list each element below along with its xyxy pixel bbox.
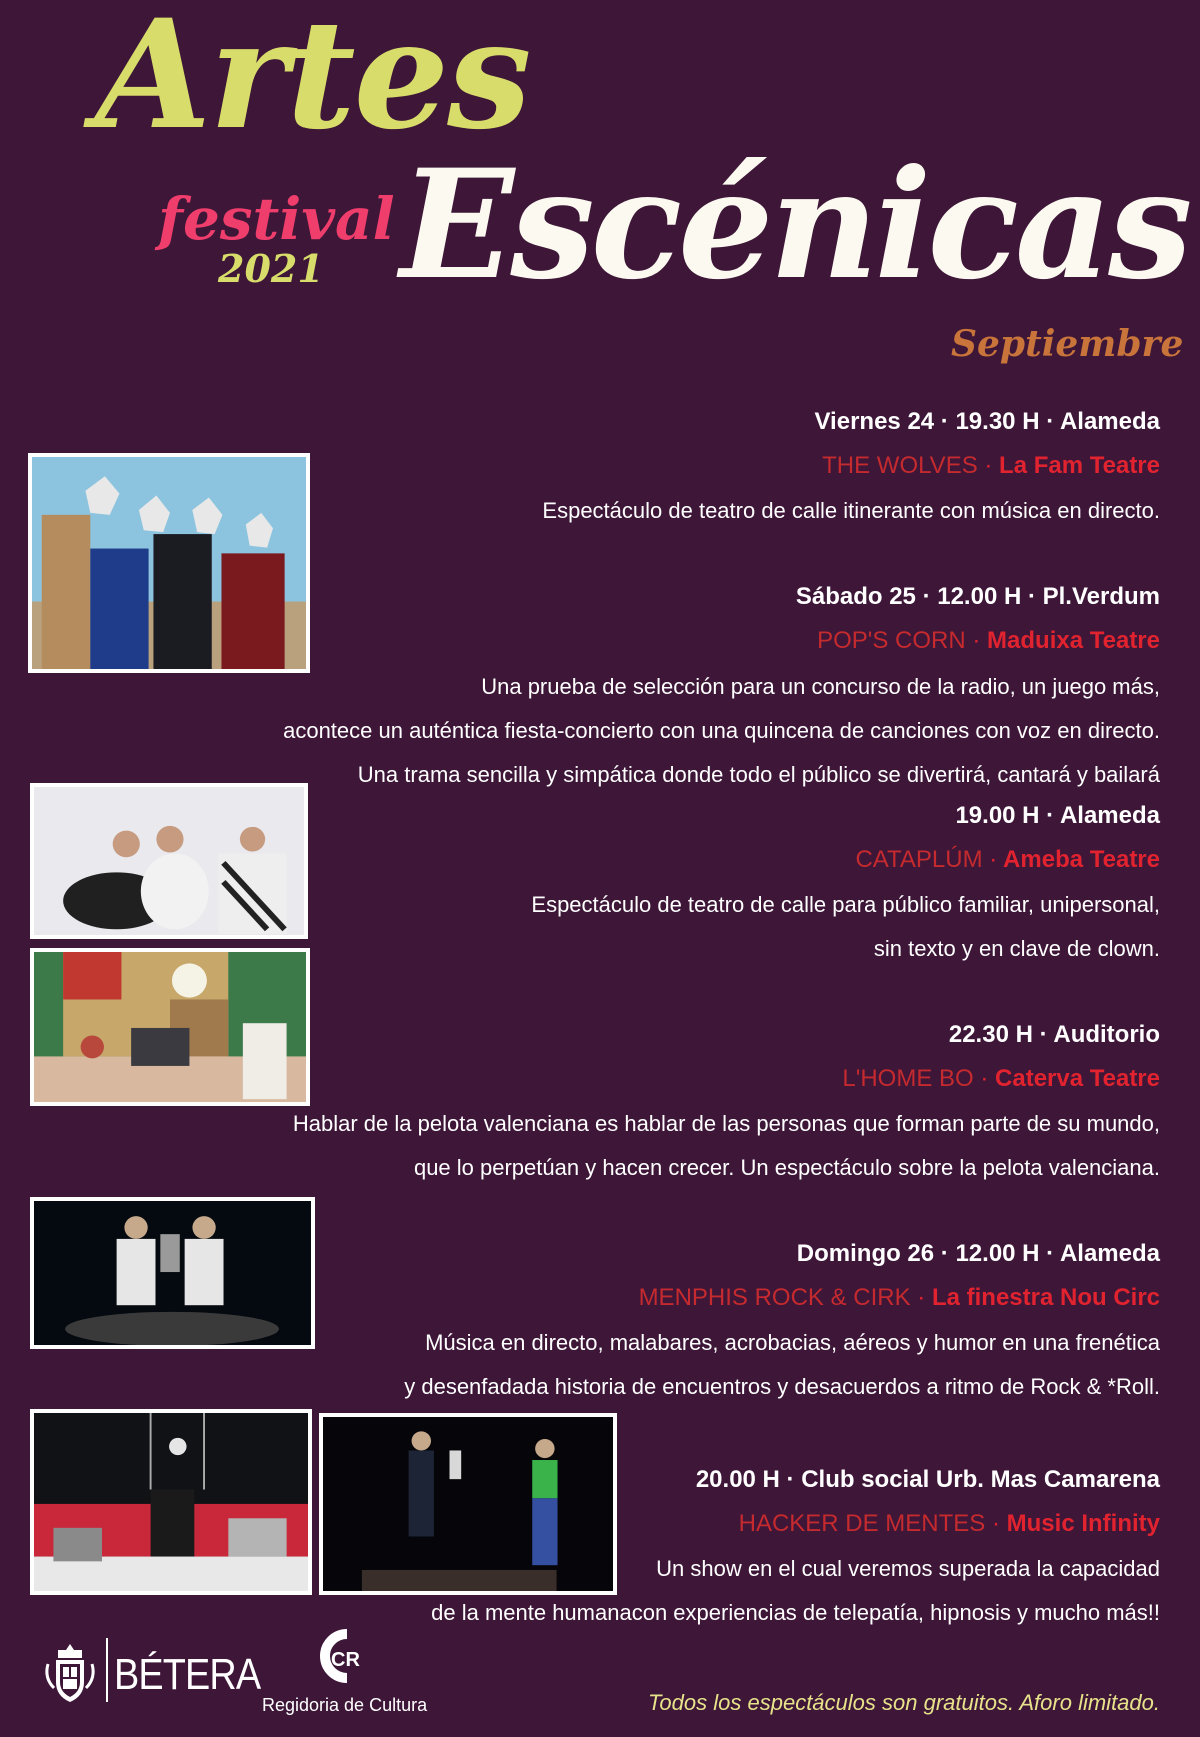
- event-4-title: [842, 1067, 1160, 1091]
- event-5-separator: ·: [917, 1284, 926, 1311]
- photo-menphis-rock-cirk: [30, 1409, 312, 1595]
- event-6-separator: ·: [991, 1510, 1000, 1537]
- photo-cataplum: [30, 948, 310, 1106]
- cultura-logo-letters: CR: [331, 1649, 360, 1671]
- event-2-desc-1: Una prueba de selección para un concurso de la radio, un juego más,: [481, 674, 1160, 699]
- event-3-title: [855, 848, 1160, 872]
- event-5-company: La finestra Nou Circ: [931, 1284, 1160, 1311]
- event-1-title: [822, 454, 1160, 478]
- event-3-when: 19.00 H · Alameda: [955, 802, 1160, 829]
- festival-year: 2021: [218, 246, 324, 291]
- photo-hacker-de-mentes: [319, 1413, 617, 1595]
- photo-lhome-bo: [30, 1197, 315, 1349]
- event-4-company: Caterva Teatre: [995, 1065, 1160, 1092]
- event-4-separator: ·: [980, 1065, 989, 1092]
- event-2-desc-3: Una trama sencilla y simpática donde todo el público se divertirá, cantará y bailará: [357, 762, 1160, 787]
- festival-label: festival: [158, 185, 395, 253]
- event-2-desc-2: acontece un auténtica fiesta-concierto con una quincena de canciones con voz en directo.: [283, 718, 1160, 743]
- title-escenicas: Escénicas: [400, 137, 1189, 313]
- cultura-logo-icon: [305, 1620, 365, 1692]
- event-6-desc-1: Un show en el cual veremos superada la capacidad: [656, 1556, 1160, 1581]
- event-4-when: 22.30 H · Auditorio: [948, 1021, 1160, 1048]
- event-5-desc-1: Música en directo, malabares, acrobacias, aéreos y humor en una frenética: [425, 1330, 1160, 1355]
- cultura-department-label: Regidoria de Cultura: [262, 1695, 428, 1715]
- event-5-show: MENPHIS ROCK & CIRK: [638, 1284, 911, 1311]
- event-5-title: [639, 1286, 1160, 1310]
- betera-logo-text: BÉTERA: [114, 1650, 261, 1699]
- event-1-separator: ·: [984, 452, 993, 479]
- event-6-title: [739, 1512, 1160, 1536]
- event-5-desc-2: y desenfadada historia de encuentros y desacuerdos a ritmo de Rock & *Roll.: [404, 1374, 1160, 1399]
- event-3-separator: ·: [989, 846, 998, 873]
- event-1-desc-1: Espectáculo de teatro de calle itinerante con música en directo.: [542, 498, 1160, 523]
- photo-the-wolves: [28, 453, 310, 673]
- event-1-company: La Fam Teatre: [999, 452, 1160, 479]
- event-2-show: POP'S CORN: [817, 627, 966, 654]
- photo-pops-corn: [30, 783, 308, 939]
- event-4-desc-2: que lo perpetúan y hacen crecer. Un espectáculo sobre la pelota valenciana.: [413, 1155, 1160, 1180]
- event-6-when: 20.00 H · Club social Urb. Mas Camarena: [695, 1466, 1160, 1493]
- month-label: Septiembre: [951, 323, 1184, 365]
- betera-divider: [106, 1638, 108, 1702]
- event-3-company: Ameba Teatre: [1003, 846, 1160, 873]
- event-5-when: Domingo 26 · 12.00 H · Alameda: [796, 1240, 1160, 1267]
- event-6-show: HACKER DE MENTES: [738, 1510, 986, 1537]
- event-3-show: CATAPLÚM: [855, 846, 983, 873]
- event-2-when: Sábado 25 · 12.00 H · Pl.Verdum: [795, 583, 1160, 610]
- event-1-show: THE WOLVES: [822, 452, 978, 479]
- event-4-show: L'HOME BO: [842, 1065, 974, 1092]
- event-1-when: Viernes 24 · 19.30 H · Alameda: [814, 408, 1160, 435]
- event-6-desc-2: de la mente humanacon experiencias de telepatía, hipnosis y mucho más!!: [431, 1600, 1160, 1625]
- event-2-separator: ·: [972, 627, 981, 654]
- betera-crest-icon: [42, 1638, 98, 1710]
- event-4-desc-1: Hablar de la pelota valenciana es hablar de las personas que forman parte de su mundo,: [292, 1111, 1160, 1136]
- event-3-desc-2: sin texto y en clave de clown.: [873, 936, 1160, 961]
- title-artes: Artes: [95, 0, 530, 163]
- event-6-company: Music Infinity: [1006, 1510, 1160, 1537]
- event-2-company: Maduixa Teatre: [987, 627, 1160, 654]
- event-3-desc-1: Espectáculo de teatro de calle para público familiar, unipersonal,: [531, 892, 1160, 917]
- footer-note: Todos los espectáculos son gratuitos. Aforo limitado.: [648, 1690, 1160, 1715]
- event-2-title: [817, 629, 1160, 653]
